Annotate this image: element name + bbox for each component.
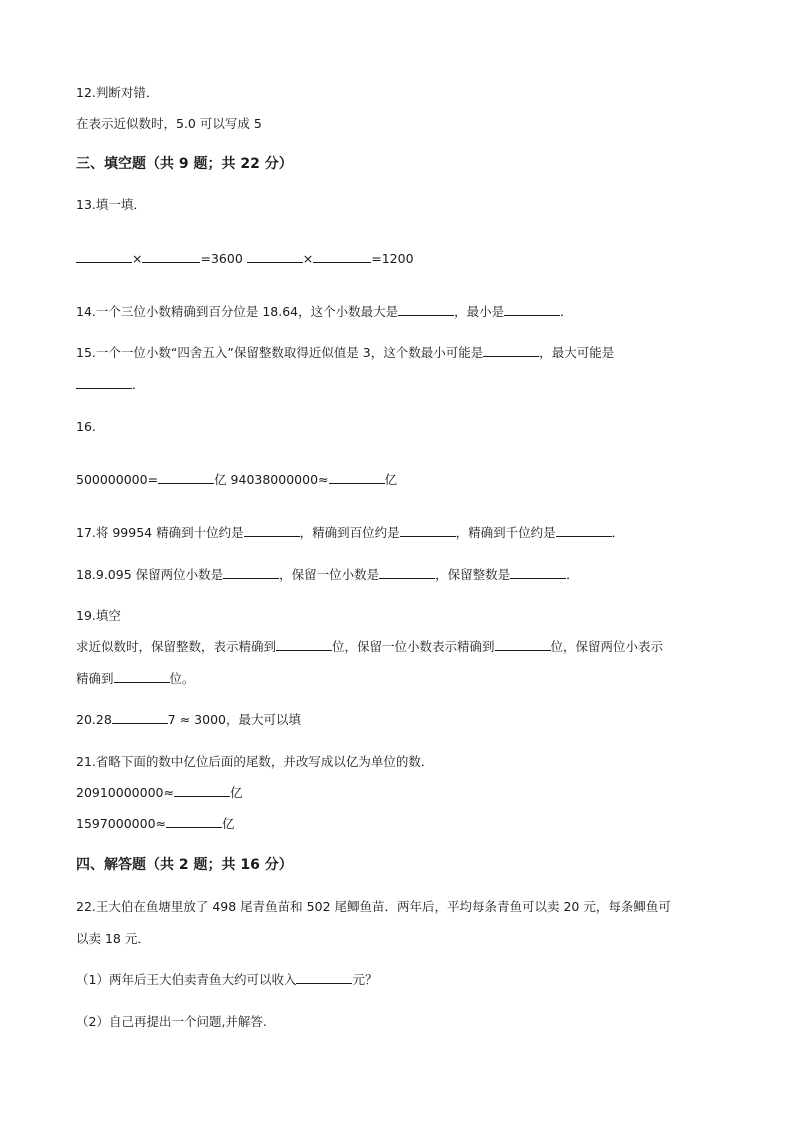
q16-row: 500000000= 亿 94038000000≈ 亿	[76, 472, 398, 487]
q21-row1: 20910000000≈ 亿	[76, 785, 243, 800]
q22-line1: 22.王大伯在鱼塘里放了 498 尾青鱼苗和 502 尾鲫鱼苗．两年后，平均每条青鱼可以卖 20 元，每条鲫鱼可	[76, 899, 671, 914]
q13-row: × =3600 × =1200	[76, 250, 414, 268]
answer-blank[interactable]	[504, 303, 560, 316]
answer-blank[interactable]	[276, 638, 332, 651]
answer-blank[interactable]	[76, 376, 132, 389]
section-4-heading: 四、解答题（共 2 题；共 16 分）	[76, 857, 293, 873]
answer-blank[interactable]	[223, 566, 279, 579]
answer-blank[interactable]	[495, 638, 551, 651]
q12-title: 12.判断对错．	[76, 85, 159, 100]
answer-blank[interactable]	[510, 566, 566, 579]
answer-blank[interactable]	[313, 250, 371, 263]
answer-blank[interactable]	[329, 471, 385, 484]
answer-blank[interactable]	[244, 524, 300, 537]
answer-blank[interactable]	[112, 711, 168, 724]
q12-text: 在表示近似数时，5.0 可以写成 5	[76, 116, 262, 131]
q14: 14.一个三位小数精确到百分位是 18.64，这个小数最大是 ，最小是 ．	[76, 304, 573, 319]
q15-line1: 15.一个一位小数“四舍五入”保留整数取得近似值是 3，这个数最小可能是 ，最大可能是	[76, 345, 615, 360]
answer-blank[interactable]	[296, 971, 352, 984]
q13-title: 13.填一填．	[76, 197, 146, 212]
q18: 18.9.095 保留两位小数是 ，保留一位小数是 ，保留整数是 ．	[76, 567, 579, 582]
q22-part1: （1）两年后王大伯卖青鱼大约可以收入 元？	[76, 972, 378, 987]
answer-blank[interactable]	[483, 344, 539, 357]
answer-blank[interactable]	[247, 250, 303, 263]
answer-blank[interactable]	[114, 670, 170, 683]
q19-line2: 精确到 位。	[76, 671, 195, 686]
answer-blank[interactable]	[379, 566, 435, 579]
answer-blank[interactable]	[142, 250, 200, 263]
q15-line2: ．	[76, 376, 145, 394]
q21-row2: 1597000000≈ 亿	[76, 816, 235, 831]
q20: 20.28 7 ≈ 3000，最大可以填	[76, 712, 301, 727]
q21-title: 21.省略下面的数中亿位后面的尾数，并改写成以亿为单位的数．	[76, 754, 434, 769]
answer-blank[interactable]	[174, 784, 230, 797]
answer-blank[interactable]	[166, 815, 222, 828]
q19-line1: 求近似数时，保留整数，表示精确到 位，保留一位小数表示精确到 位，保留两位小表示	[76, 639, 664, 654]
q16-title: 16.	[76, 419, 96, 434]
answer-blank[interactable]	[76, 250, 132, 263]
answer-blank[interactable]	[158, 471, 214, 484]
answer-blank[interactable]	[556, 524, 612, 537]
q19-title: 19.填空	[76, 608, 121, 623]
q22-part2: （2）自己再提出一个问题,并解答.	[76, 1014, 267, 1029]
section-3-heading: 三、填空题（共 9 题；共 22 分）	[76, 156, 293, 172]
q22-line2: 以卖 18 元．	[76, 931, 150, 946]
q17: 17.将 99954 精确到十位约是 ，精确到百位约是 ，精确到千位约是 ．	[76, 525, 625, 540]
answer-blank[interactable]	[400, 524, 456, 537]
answer-blank[interactable]	[398, 303, 454, 316]
